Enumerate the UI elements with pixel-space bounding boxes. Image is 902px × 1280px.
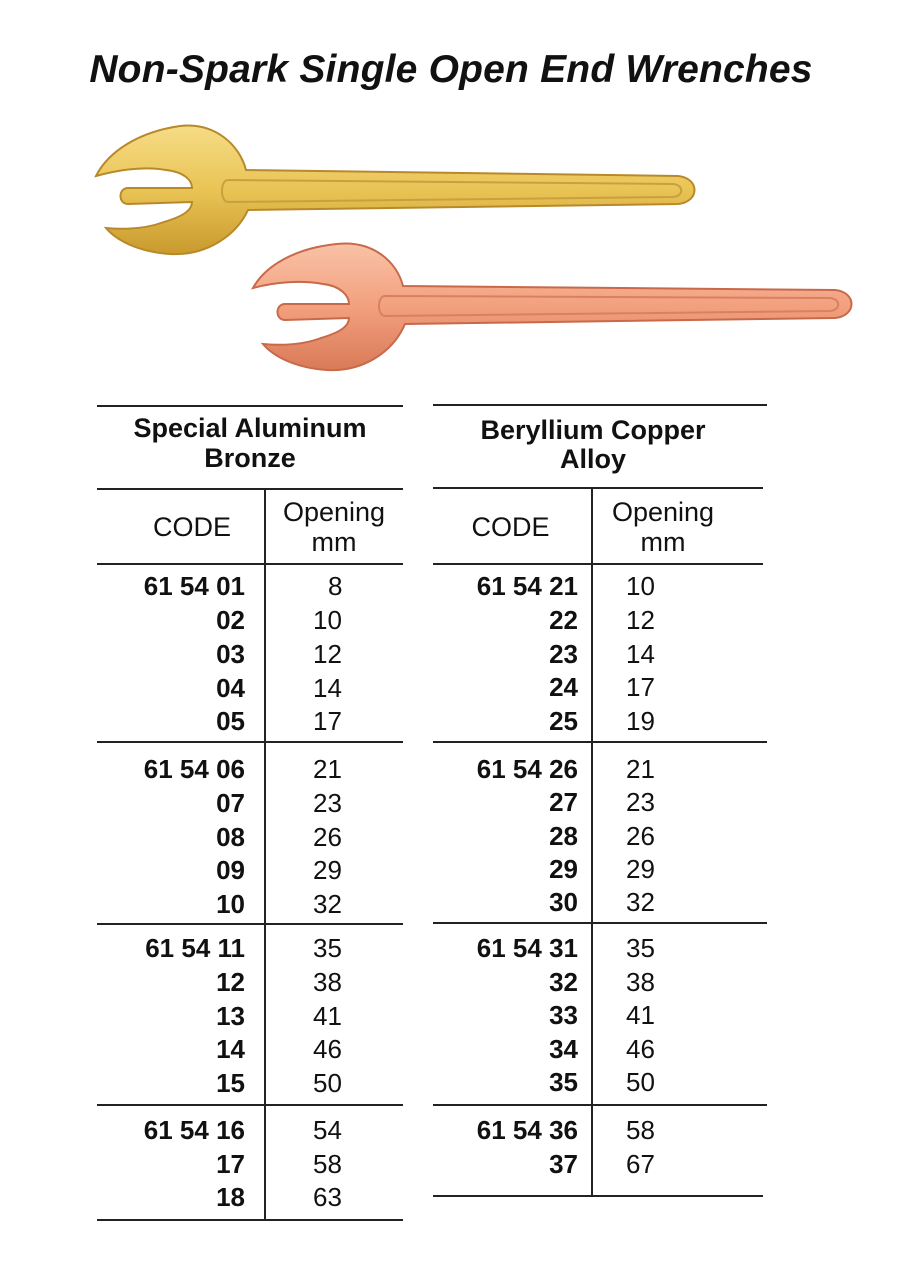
column-header-rule bbox=[97, 563, 403, 565]
material-title-line-1: Beryllium Copper bbox=[480, 415, 706, 445]
table-row-code: 24 bbox=[549, 672, 578, 702]
table-row-opening: 46 bbox=[626, 1034, 655, 1064]
table-row-code: 61 54 36 bbox=[476, 1115, 578, 1145]
table-row-code: 27 bbox=[549, 787, 578, 817]
material-title-line-1: Special Aluminum bbox=[133, 413, 367, 443]
group-rule bbox=[97, 741, 403, 743]
table-row-code: 61 54 21 bbox=[476, 571, 578, 601]
table-row-code: 25 bbox=[549, 706, 578, 736]
page-title: Non-Spark Single Open End Wrenches bbox=[89, 48, 813, 91]
table-row-code: 02 bbox=[216, 605, 245, 635]
table-row-opening: 58 bbox=[313, 1149, 342, 1179]
table-row-opening: 26 bbox=[626, 821, 655, 851]
table-row-opening: 21 bbox=[313, 754, 342, 784]
table-row-opening: 14 bbox=[313, 673, 342, 703]
table-row-code: 61 54 31 bbox=[476, 933, 578, 963]
table-row-opening: 23 bbox=[313, 788, 342, 818]
table-row-opening: 12 bbox=[626, 605, 655, 635]
table-row-opening: 46 bbox=[313, 1034, 342, 1064]
table-row-code: 37 bbox=[549, 1149, 578, 1179]
table-row-code: 61 54 16 bbox=[143, 1115, 245, 1145]
header-rule bbox=[97, 488, 403, 490]
column-divider bbox=[264, 488, 266, 1221]
table-row-opening: 67 bbox=[626, 1149, 655, 1179]
beryllium-copper-wrench-image bbox=[245, 240, 860, 385]
table-row-code: 29 bbox=[549, 854, 578, 884]
material-title-line-2: Bronze bbox=[204, 443, 296, 473]
table-row-opening: 14 bbox=[626, 639, 655, 669]
table-row-opening: 12 bbox=[313, 639, 342, 669]
table-row-opening: 38 bbox=[313, 967, 342, 997]
table-row-code: 30 bbox=[549, 887, 578, 917]
opening-column-header-line-2: mm bbox=[640, 527, 686, 557]
table-row-opening: 10 bbox=[313, 605, 342, 635]
table-row-code: 14 bbox=[216, 1034, 245, 1064]
table-row-opening: 41 bbox=[313, 1001, 342, 1031]
table-row-code: 23 bbox=[549, 639, 578, 669]
column-header-rule bbox=[433, 563, 763, 565]
table-row-code: 13 bbox=[216, 1001, 245, 1031]
table-row-code: 03 bbox=[216, 639, 245, 669]
table-row-code: 35 bbox=[549, 1067, 578, 1097]
table-row-code: 34 bbox=[549, 1034, 578, 1064]
table-row-code: 61 54 26 bbox=[476, 754, 578, 784]
header-rule bbox=[433, 487, 763, 489]
table-row-opening: 58 bbox=[626, 1115, 655, 1145]
table-row-opening: 17 bbox=[313, 706, 342, 736]
table-row-opening: 32 bbox=[626, 887, 655, 917]
table-row-opening: 63 bbox=[313, 1182, 342, 1212]
code-column-header: CODE bbox=[152, 512, 231, 542]
column-divider bbox=[591, 487, 593, 1197]
table-row-opening: 35 bbox=[313, 933, 342, 963]
table-row-opening: 21 bbox=[626, 754, 655, 784]
table-row-code: 61 54 01 bbox=[143, 571, 245, 601]
table-row-opening: 38 bbox=[626, 967, 655, 997]
table-row-opening: 19 bbox=[626, 706, 655, 736]
table-row-code: 04 bbox=[216, 673, 245, 703]
table-row-opening: 26 bbox=[313, 822, 342, 852]
table-row-code: 08 bbox=[216, 822, 245, 852]
table-top-rule bbox=[433, 404, 767, 406]
table-row-opening: 29 bbox=[313, 855, 342, 885]
table-row-code: 61 54 11 bbox=[145, 933, 245, 963]
table-row-code: 17 bbox=[216, 1149, 245, 1179]
table-row-opening: 23 bbox=[626, 787, 655, 817]
table-row-code: 09 bbox=[216, 855, 245, 885]
table-row-code: 15 bbox=[216, 1068, 245, 1098]
table-row-opening: 50 bbox=[313, 1068, 342, 1098]
table-row-opening: 32 bbox=[313, 889, 342, 919]
table-row-opening: 29 bbox=[626, 854, 655, 884]
table-row-code: 22 bbox=[549, 605, 578, 635]
opening-column-header-line-1: Opening bbox=[611, 497, 715, 527]
code-column-header: CODE bbox=[471, 512, 550, 542]
table-row-opening: 17 bbox=[626, 672, 655, 702]
table-row-code: 07 bbox=[216, 788, 245, 818]
table-row-opening: 41 bbox=[626, 1000, 655, 1030]
opening-column-header-line-2: mm bbox=[311, 527, 357, 557]
table-top-rule bbox=[97, 405, 403, 407]
table-row-opening: 8 bbox=[328, 571, 343, 601]
table-row-code: 12 bbox=[216, 967, 245, 997]
group-rule bbox=[433, 741, 767, 743]
opening-column-header-line-1: Opening bbox=[282, 497, 386, 527]
table-row-opening: 35 bbox=[626, 933, 655, 963]
table-row-code: 61 54 06 bbox=[143, 754, 245, 784]
table-row-opening: 50 bbox=[626, 1067, 655, 1097]
table-bottom-rule bbox=[97, 1219, 403, 1221]
table-row-code: 05 bbox=[216, 706, 245, 736]
group-rule bbox=[433, 1104, 767, 1106]
table-row-code: 33 bbox=[549, 1000, 578, 1030]
table-row-code: 28 bbox=[549, 821, 578, 851]
group-rule bbox=[97, 923, 403, 925]
table-row-code: 10 bbox=[216, 889, 245, 919]
table-bottom-rule bbox=[433, 1195, 763, 1197]
group-rule bbox=[433, 922, 767, 924]
table-row-code: 32 bbox=[549, 967, 578, 997]
table-row-code: 18 bbox=[216, 1182, 245, 1212]
table-row-opening: 54 bbox=[313, 1115, 342, 1145]
material-title-line-2: Alloy bbox=[559, 444, 626, 474]
table-row-opening: 10 bbox=[626, 571, 655, 601]
group-rule bbox=[97, 1104, 403, 1106]
